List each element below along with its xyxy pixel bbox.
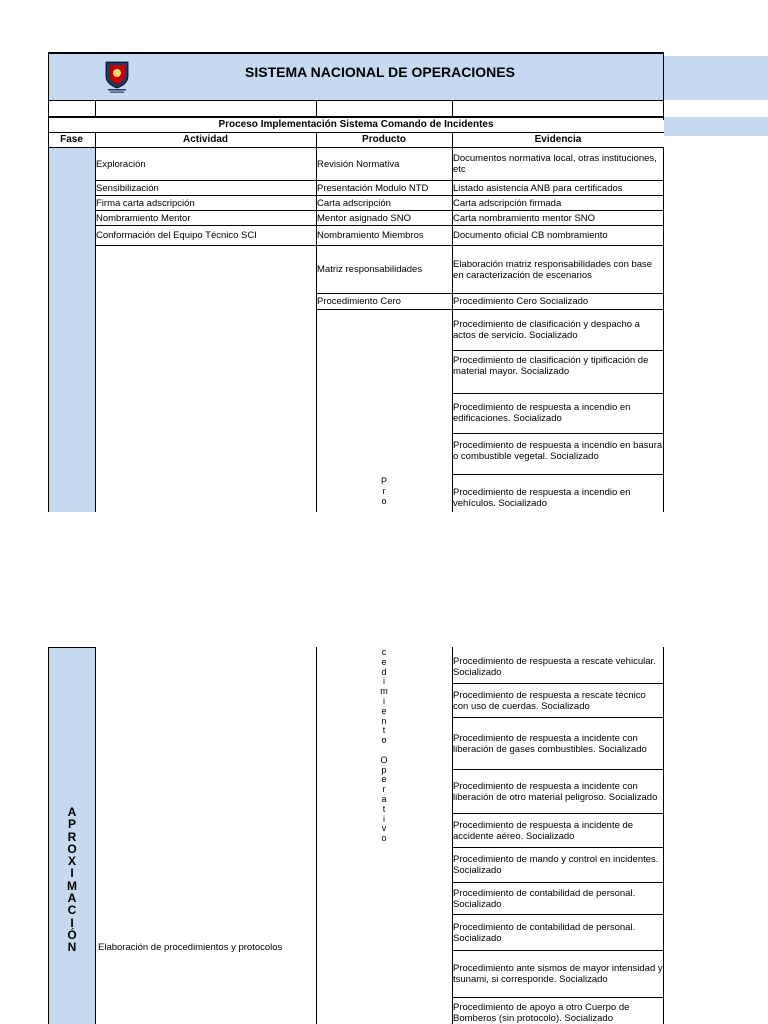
- vertical-letter: o: [381, 496, 387, 506]
- fase-letter: C: [67, 903, 77, 918]
- activity-cell: Nombramiento Mentor: [96, 212, 191, 224]
- evidence-cell: Procedimiento de respuesta a rescate técnico con uso de cuerdas. Socializado: [453, 689, 646, 712]
- col-header-producto: Producto: [362, 134, 406, 145]
- fase-letter: X: [67, 854, 76, 869]
- evidence-cell: Procedimiento de respuesta a incendio en edificaciones. Socializado: [453, 402, 631, 424]
- section-title: Proceso Implementación Sistema Comando de Incidentes: [218, 119, 494, 130]
- evidence-cell: Documento oficial CB nombramiento: [453, 230, 608, 241]
- section-band-extension: [664, 117, 768, 136]
- evidence-cell: Procedimiento de respuesta a incidente con liberación de gases combustibles. Socializado: [453, 732, 647, 755]
- product-cell: Matriz responsabilidades: [317, 264, 423, 275]
- activity-cell: Conformación del Equipo Técnico SCI: [96, 230, 257, 241]
- vertical-letter: c: [381, 647, 387, 657]
- vertical-letter: r: [382, 784, 386, 795]
- fase-letter: A: [67, 891, 77, 906]
- evidence-cell: Procedimiento de mando y control en incidentes. Socializado: [453, 854, 659, 876]
- evidence-cell: Procedimiento de clasificación y despacho a actos de servicio. Socializado: [453, 319, 640, 341]
- fase-letter: I: [70, 915, 74, 930]
- emblem-icon: [100, 58, 134, 94]
- fase-letter: A: [67, 805, 77, 819]
- vertical-letter: i: [383, 695, 385, 706]
- product-cell: Revisión Normativa: [317, 158, 400, 170]
- page-title: SISTEMA NACIONAL DE OPERACIONES: [245, 64, 515, 80]
- evidence-cell: Procedimiento ante sismos de mayor intensidad y tsunami, si corresponde. Socializado: [453, 963, 663, 985]
- activity-cell: Firma carta adscripción: [96, 197, 195, 209]
- fase-letter: Ó: [67, 927, 77, 942]
- evidence-cell: Procedimiento de contabilidad de personal. Socializado: [453, 921, 636, 944]
- product-cell: Mentor asignado SNO: [317, 212, 411, 224]
- evidence-cell: Elaboración matriz responsabilidades con base en caracterización de escenarios: [453, 258, 653, 281]
- vertical-letter: t: [382, 803, 386, 814]
- evidence-cell: Procedimiento de clasificación y tipificación de material mayor. Socializado: [453, 355, 649, 377]
- col-header-actividad: Actividad: [182, 134, 228, 145]
- vertical-letter: e: [381, 656, 387, 667]
- product-vertical-text-part1: [370, 476, 398, 506]
- evidence-cell: Procedimiento de contabilidad de personal. Socializado: [453, 887, 636, 910]
- evidence-cell: Listado asistencia ANB para certificados: [453, 182, 623, 194]
- fase-letter: R: [67, 829, 77, 844]
- header-band-extension: [664, 56, 768, 100]
- activity-cell: Elaboración de procedimientos y protocolos: [98, 942, 283, 953]
- fase-letter: M: [67, 878, 77, 893]
- evidence-cell: Procedimiento de respuesta a rescate vehicular. Socializado: [453, 656, 656, 678]
- activity-cell: Exploración: [96, 158, 146, 170]
- vertical-letter: O: [380, 754, 388, 765]
- fase-letter: P: [67, 817, 76, 832]
- fase-label-vertical: [49, 806, 95, 954]
- vertical-letter: d: [381, 666, 387, 677]
- vertical-letter: o: [381, 735, 387, 746]
- vertical-letter: a: [381, 793, 387, 804]
- fase-letter: O: [67, 841, 77, 856]
- vertical-letter: P: [380, 476, 387, 486]
- vertical-letter: o: [381, 833, 387, 844]
- evidence-cell: Procedimiento de apoyo a otro Cuerpo de Bomberos (sin protocolo). Socializado: [453, 1002, 630, 1024]
- evidence-cell: Carta nombramiento mentor SNO: [453, 212, 596, 224]
- evidence-cell: Procedimiento Cero Socializado: [453, 296, 589, 307]
- vertical-letter: e: [381, 774, 387, 785]
- activity-cell: Sensibilización: [96, 182, 159, 194]
- vertical-letter: v: [381, 823, 387, 834]
- evidence-cell: Procedimiento de respuesta a incendio en vehículos. Socializado: [453, 487, 631, 509]
- col-header-fase: Fase: [60, 134, 83, 145]
- vertical-letter: m: [380, 686, 388, 697]
- fase-letter: N: [67, 940, 77, 955]
- product-cell: Nombramiento Miembros: [317, 230, 424, 241]
- evidence-cell: Procedimiento de respuesta a incendio en basura o combustible vegetal. Socializado: [453, 440, 663, 462]
- evidence-cell: Procedimiento de respuesta a incidente con liberación de otro material peligroso. Socializado: [453, 780, 658, 803]
- vertical-letter: i: [383, 676, 385, 687]
- vertical-letter: t: [382, 725, 386, 736]
- product-cell: Presentación Modulo NTD: [317, 182, 429, 194]
- fase-cell: [49, 148, 95, 512]
- fase-letter: I: [70, 866, 74, 881]
- vertical-letter: p: [381, 764, 387, 775]
- vertical-letter: e: [381, 705, 387, 716]
- product-cell: Procedimiento Cero: [317, 296, 401, 307]
- vertical-letter: n: [381, 715, 387, 726]
- evidence-cell: Carta adscripción firmada: [453, 197, 562, 209]
- evidence-cell: Documentos normativa local, otras instituciones, etc: [453, 153, 657, 175]
- vertical-letter: i: [383, 813, 385, 824]
- product-cell: Carta adscripción: [317, 197, 391, 209]
- product-vertical-text-part2: [370, 648, 398, 844]
- col-header-evidencia: Evidencia: [534, 134, 582, 145]
- evidence-cell: Procedimiento de respuesta a incidente de accidente aéreo. Socializado: [453, 819, 634, 842]
- vertical-letter: r: [382, 486, 386, 496]
